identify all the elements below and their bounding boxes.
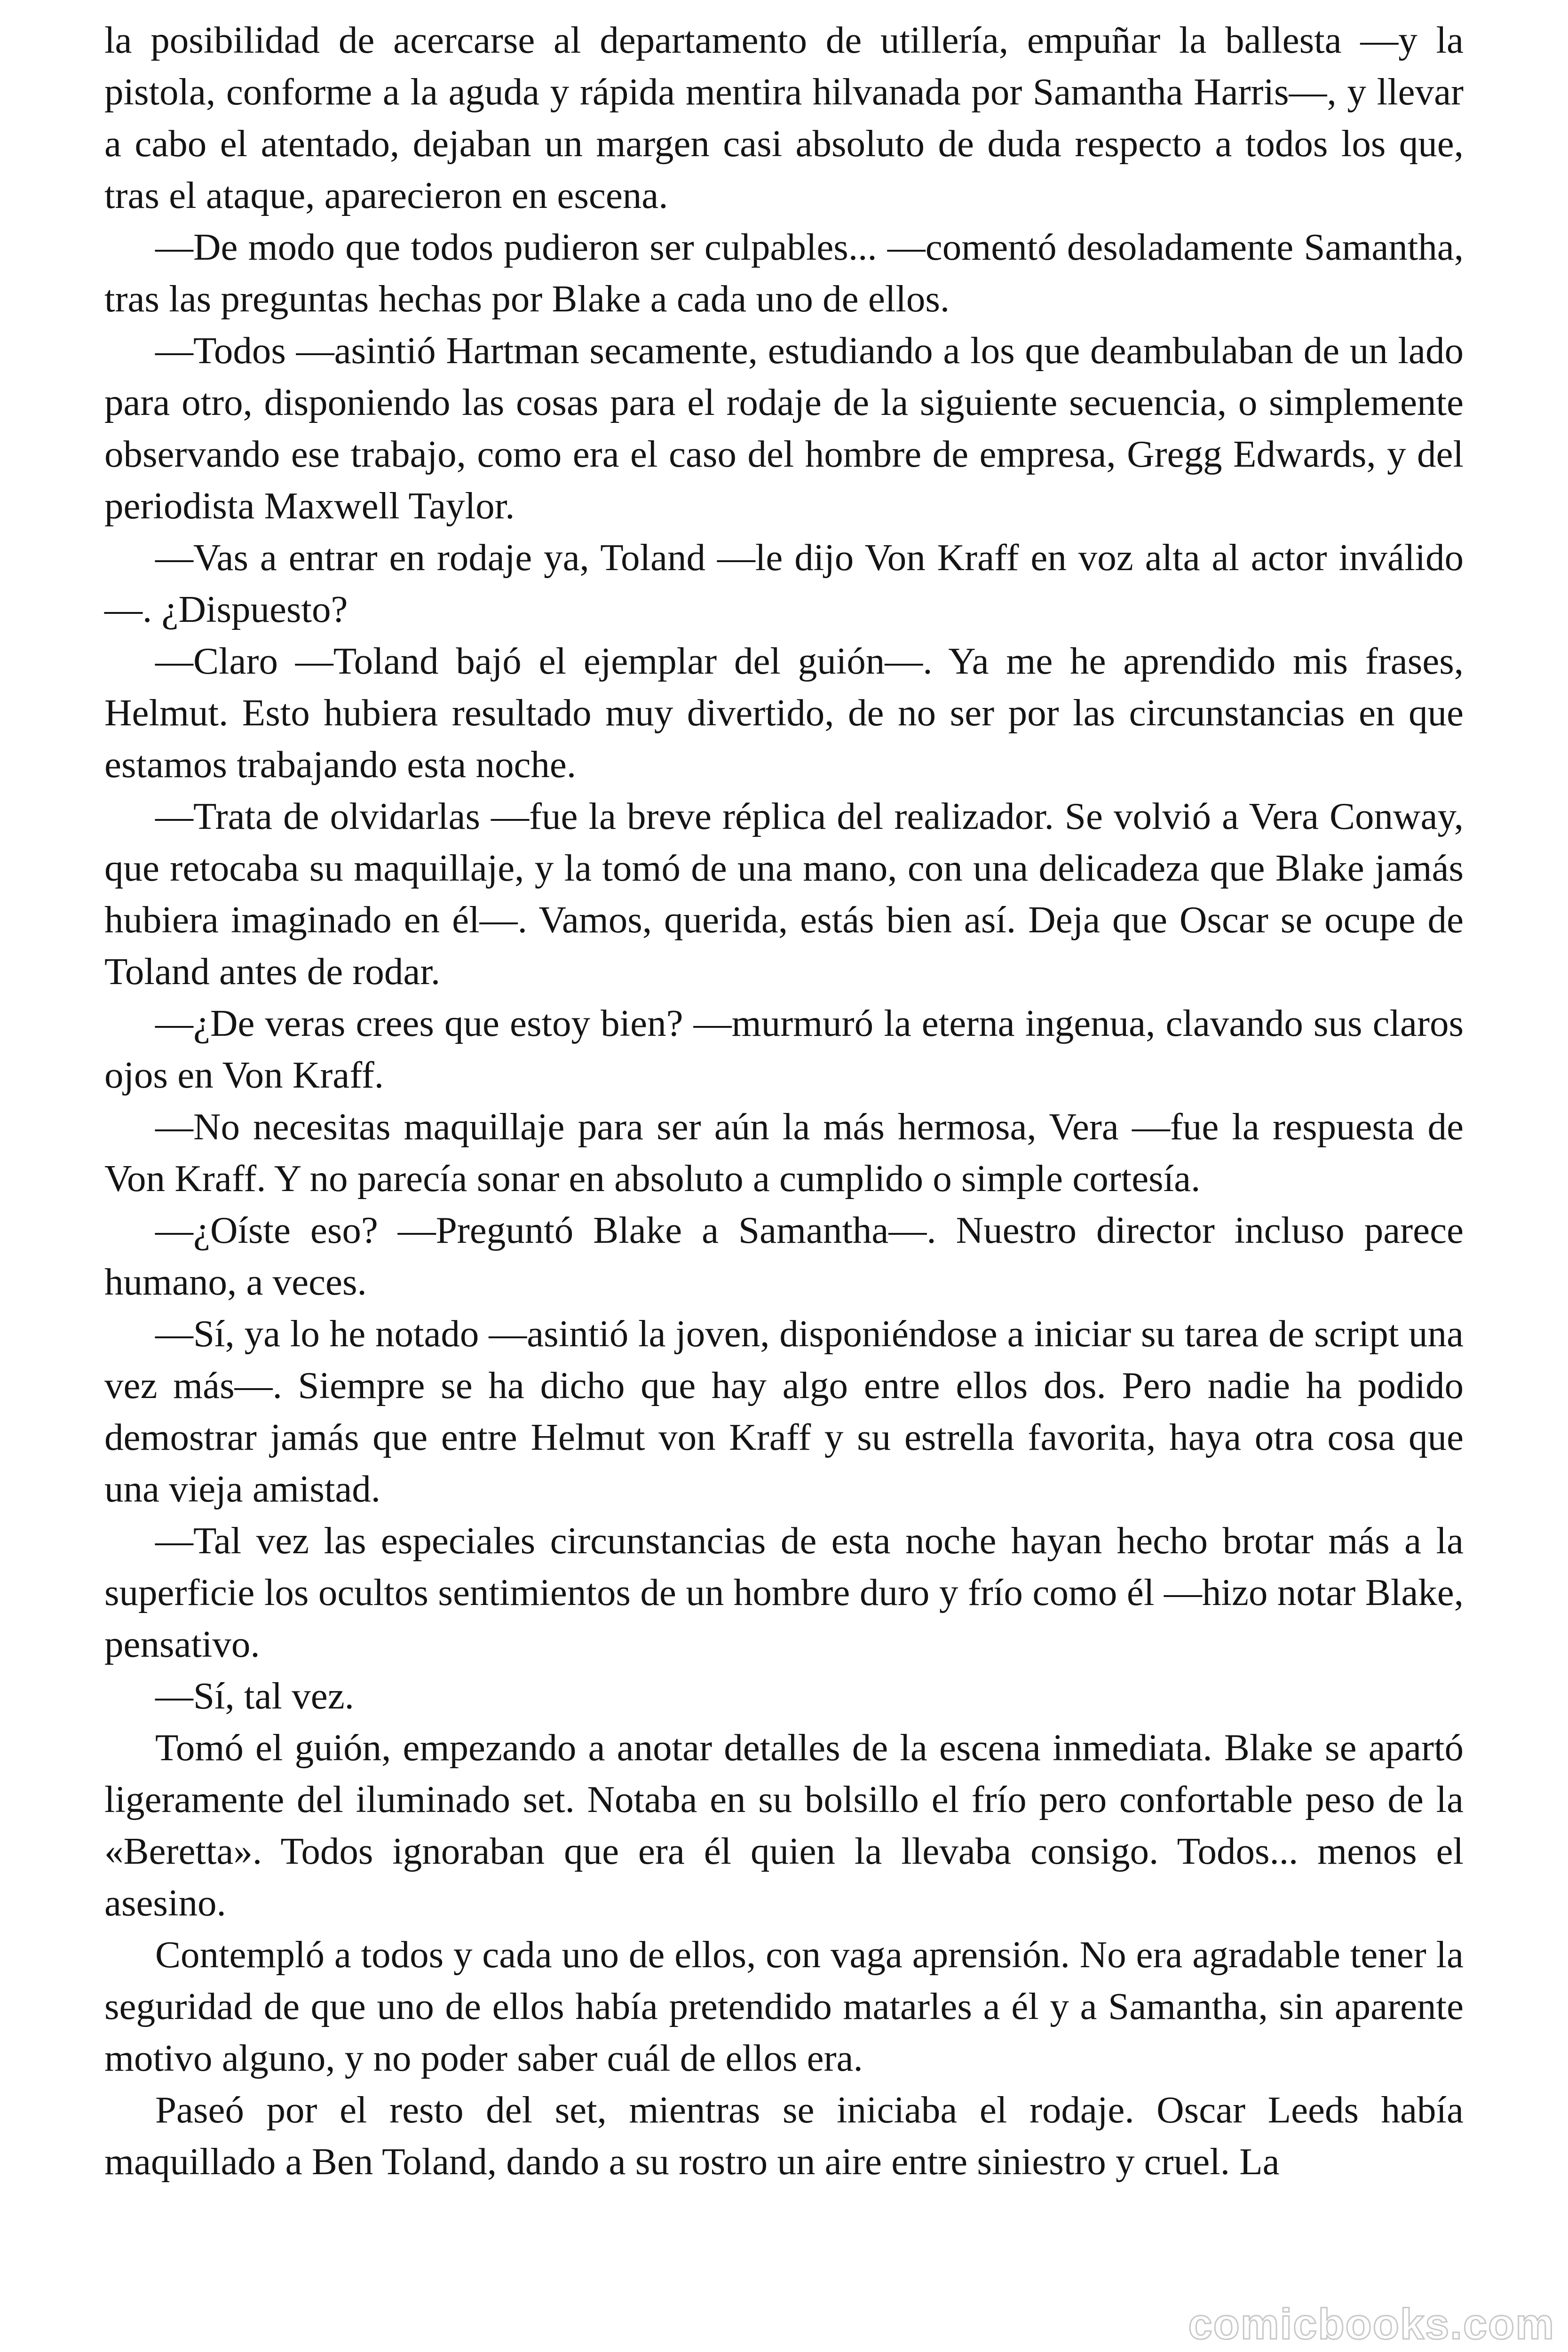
paragraph: —No necesitas maquillaje para ser aún la más hermosa, Vera —fue la respuesta de Von Kraff. Y no parecía sonar en absoluto a cumplido o simple cortesía. xyxy=(104,1105,1464,1200)
paragraph: Contempló a todos y cada uno de ellos, con vaga aprensión. No era agradable tener la seguridad de que uno de ellos había pretendido matarles a él y a Samantha, sin aparente motivo alguno, y no poder saber cuál de ellos era. xyxy=(104,1933,1464,2079)
paragraph: —De modo que todos pudieron ser culpables... —comentó desoladamente Samantha, tras las preguntas hechas por Blake a cada uno de ellos. xyxy=(104,226,1464,320)
page-text xyxy=(104,14,1464,2187)
paragraph: Tomó el guión, empezando a anotar detalles de la escena inmediata. Blake se apartó ligeramente del iluminado set. Notaba en su bolsillo el frío pero confortable peso de la «Beretta». Todos ignoraban que era él quien la llevaba consigo. Todos... menos el asesino. xyxy=(104,1726,1464,1924)
paragraph: —Sí, tal vez. xyxy=(155,1675,354,1717)
paragraph: —Tal vez las especiales circunstancias de esta noche hayan hecho brotar más a la superficie los ocultos sentimientos de un hombre duro y frío como él —hizo notar Blake, pensativo. xyxy=(104,1519,1464,1665)
paragraph: —Claro —Toland bajó el ejemplar del guión—. Ya me he aprendido mis frases, Helmut. Esto hubiera resultado muy divertido, de no ser por las circunstancias en que estamos trabajando esta noche. xyxy=(104,640,1464,786)
paragraph: —Vas a entrar en rodaje ya, Toland —le dijo Von Kraff en voz alta al actor inválido—. ¿Dispuesto? xyxy=(104,536,1464,630)
paragraph: Paseó por el resto del set, mientras se iniciaba el rodaje. Oscar Leeds había maquillado a Ben Toland, dando a su rostro un aire entre siniestro y cruel. La xyxy=(104,2089,1464,2183)
paragraph: —¿De veras crees que estoy bien? —murmuró la eterna ingenua, clavando sus claros ojos en Von Kraff. xyxy=(104,1002,1464,1096)
paragraph: —Todos —asintió Hartman secamente, estudiando a los que deambulaban de un lado para otro, disponiendo las cosas para el rodaje de la siguiente secuencia, o simplemente observando ese trabajo, como era el caso del hombre de empresa, Gregg Edwards, y del periodista Maxwell Taylor. xyxy=(104,329,1464,527)
paragraph: —Trata de olvidarlas —fue la breve réplica del realizador. Se volvió a Vera Conway, que retocaba su maquillaje, y la tomó de una mano, con una delicadeza que Blake jamás hubiera imaginado en él—. Vamos, querida, estás bien así. Deja que Oscar se ocupe de Toland antes de rodar. xyxy=(104,795,1464,993)
paragraph: —¿Oíste eso? —Preguntó Blake a Samantha—. Nuestro director incluso parece humano, a veces. xyxy=(104,1209,1464,1303)
paragraph-continuation: la posibilidad de acercarse al departamento de utillería, empuñar la ballesta —y la pistola, conforme a la aguda y rápida mentira hilvanada por Samantha Harris—, y llevar a cabo el atentado, dejaban un margen casi absoluto de duda respecto a todos los que, tras el ataque, aparecieron en escena. xyxy=(104,19,1464,216)
watermark: comicbooks.com xyxy=(1188,2300,1555,2348)
paragraph: —Sí, ya lo he notado —asintió la joven, disponiéndose a iniciar su tarea de script una vez más—. Siempre se ha dicho que hay algo entre ellos dos. Pero nadie ha podido demostrar jamás que entre Helmut von Kraff y su estrella favorita, haya otra cosa que una vieja amistad. xyxy=(104,1312,1464,1510)
